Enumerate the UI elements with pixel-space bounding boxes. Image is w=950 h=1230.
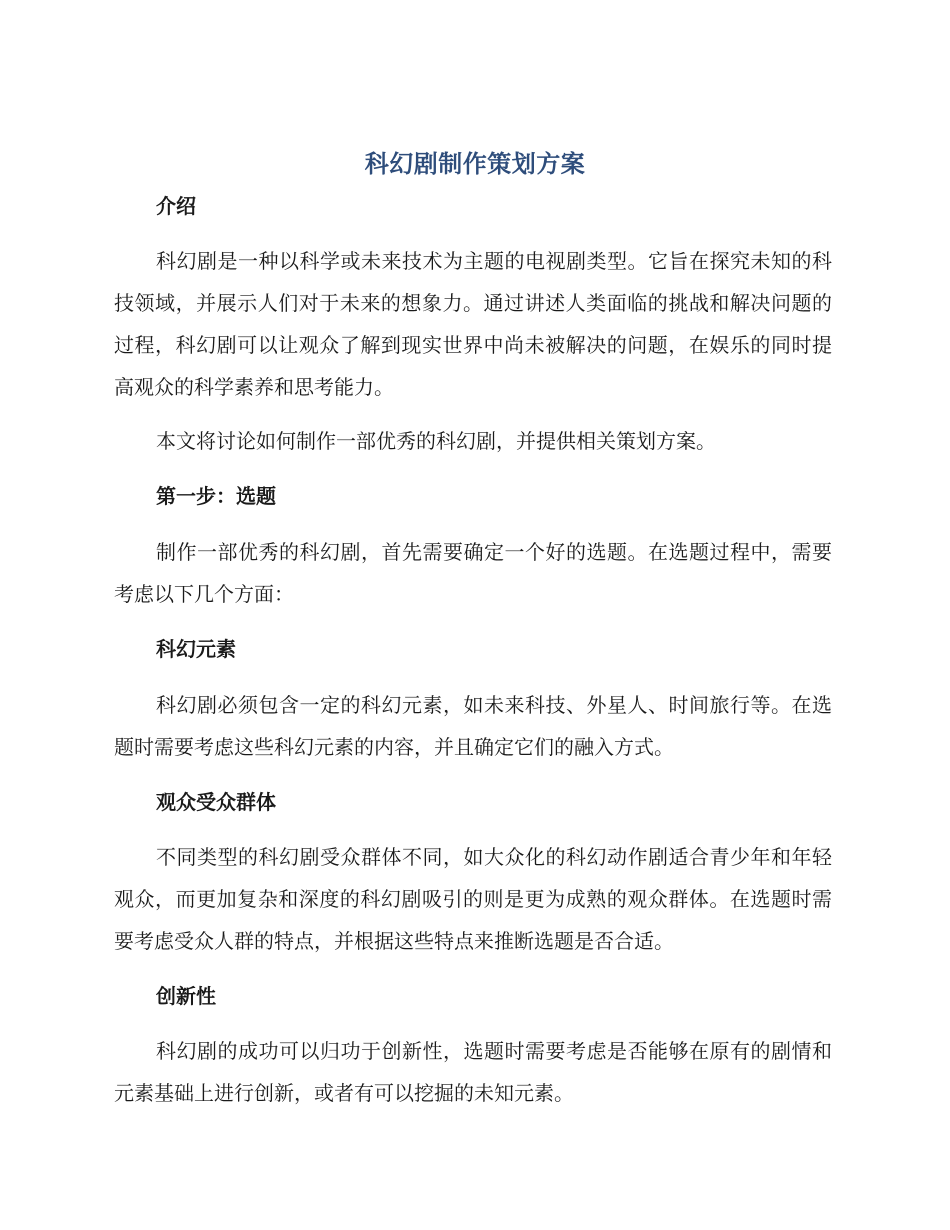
section-heading-step1: 第一步：选题 (156, 484, 276, 508)
paragraph-step1-1: 制作一部优秀的科幻剧，首先需要确定一个好的选题。在选题过程中，需要考虑以下几个方面： (114, 540, 832, 606)
section-heading-intro: 介绍 (156, 194, 196, 218)
document-title: 科幻剧制作策划方案 (364, 150, 586, 178)
paragraph-innovation-1: 科幻剧的成功可以归功于创新性，选题时需要考虑是否能够在原有的剧情和元素基础上进行创新，或者有可以挖掘的未知元素。 (114, 1039, 832, 1105)
paragraph-audience-1: 不同类型的科幻剧受众群体不同，如大众化的科幻动作剧适合青少年和年轻观众，而更加复杂和深度的科幻剧吸引的则是更为成熟的观众群体。在选题时需要考虑受众人群的特点，并根据这些特点来推断选题是否合适。 (114, 845, 832, 953)
paragraph-intro-2: 本文将讨论如何制作一部优秀的科幻剧，并提供相关策划方案。 (156, 429, 716, 453)
section-heading-innovation: 创新性 (156, 984, 216, 1008)
paragraph-scifi-elements-1: 科幻剧必须包含一定的科幻元素，如未来科技、外星人、时间旅行等。在选题时需要考虑这些科幻元素的内容，并且确定它们的融入方式。 (114, 693, 832, 759)
paragraph-intro-1: 科幻剧是一种以科学或未来技术为主题的电视剧类型。它旨在探究未知的科技领域，并展示人们对于未来的想象力。通过讲述人类面临的挑战和解决问题的过程，科幻剧可以让观众了解到现实世界中尚未被解决的问题，在娱乐的同时提高观众的科学素养和思考能力。 (114, 249, 832, 399)
section-heading-scifi-elements: 科幻元素 (156, 637, 236, 661)
section-heading-audience: 观众受众群体 (156, 790, 276, 814)
